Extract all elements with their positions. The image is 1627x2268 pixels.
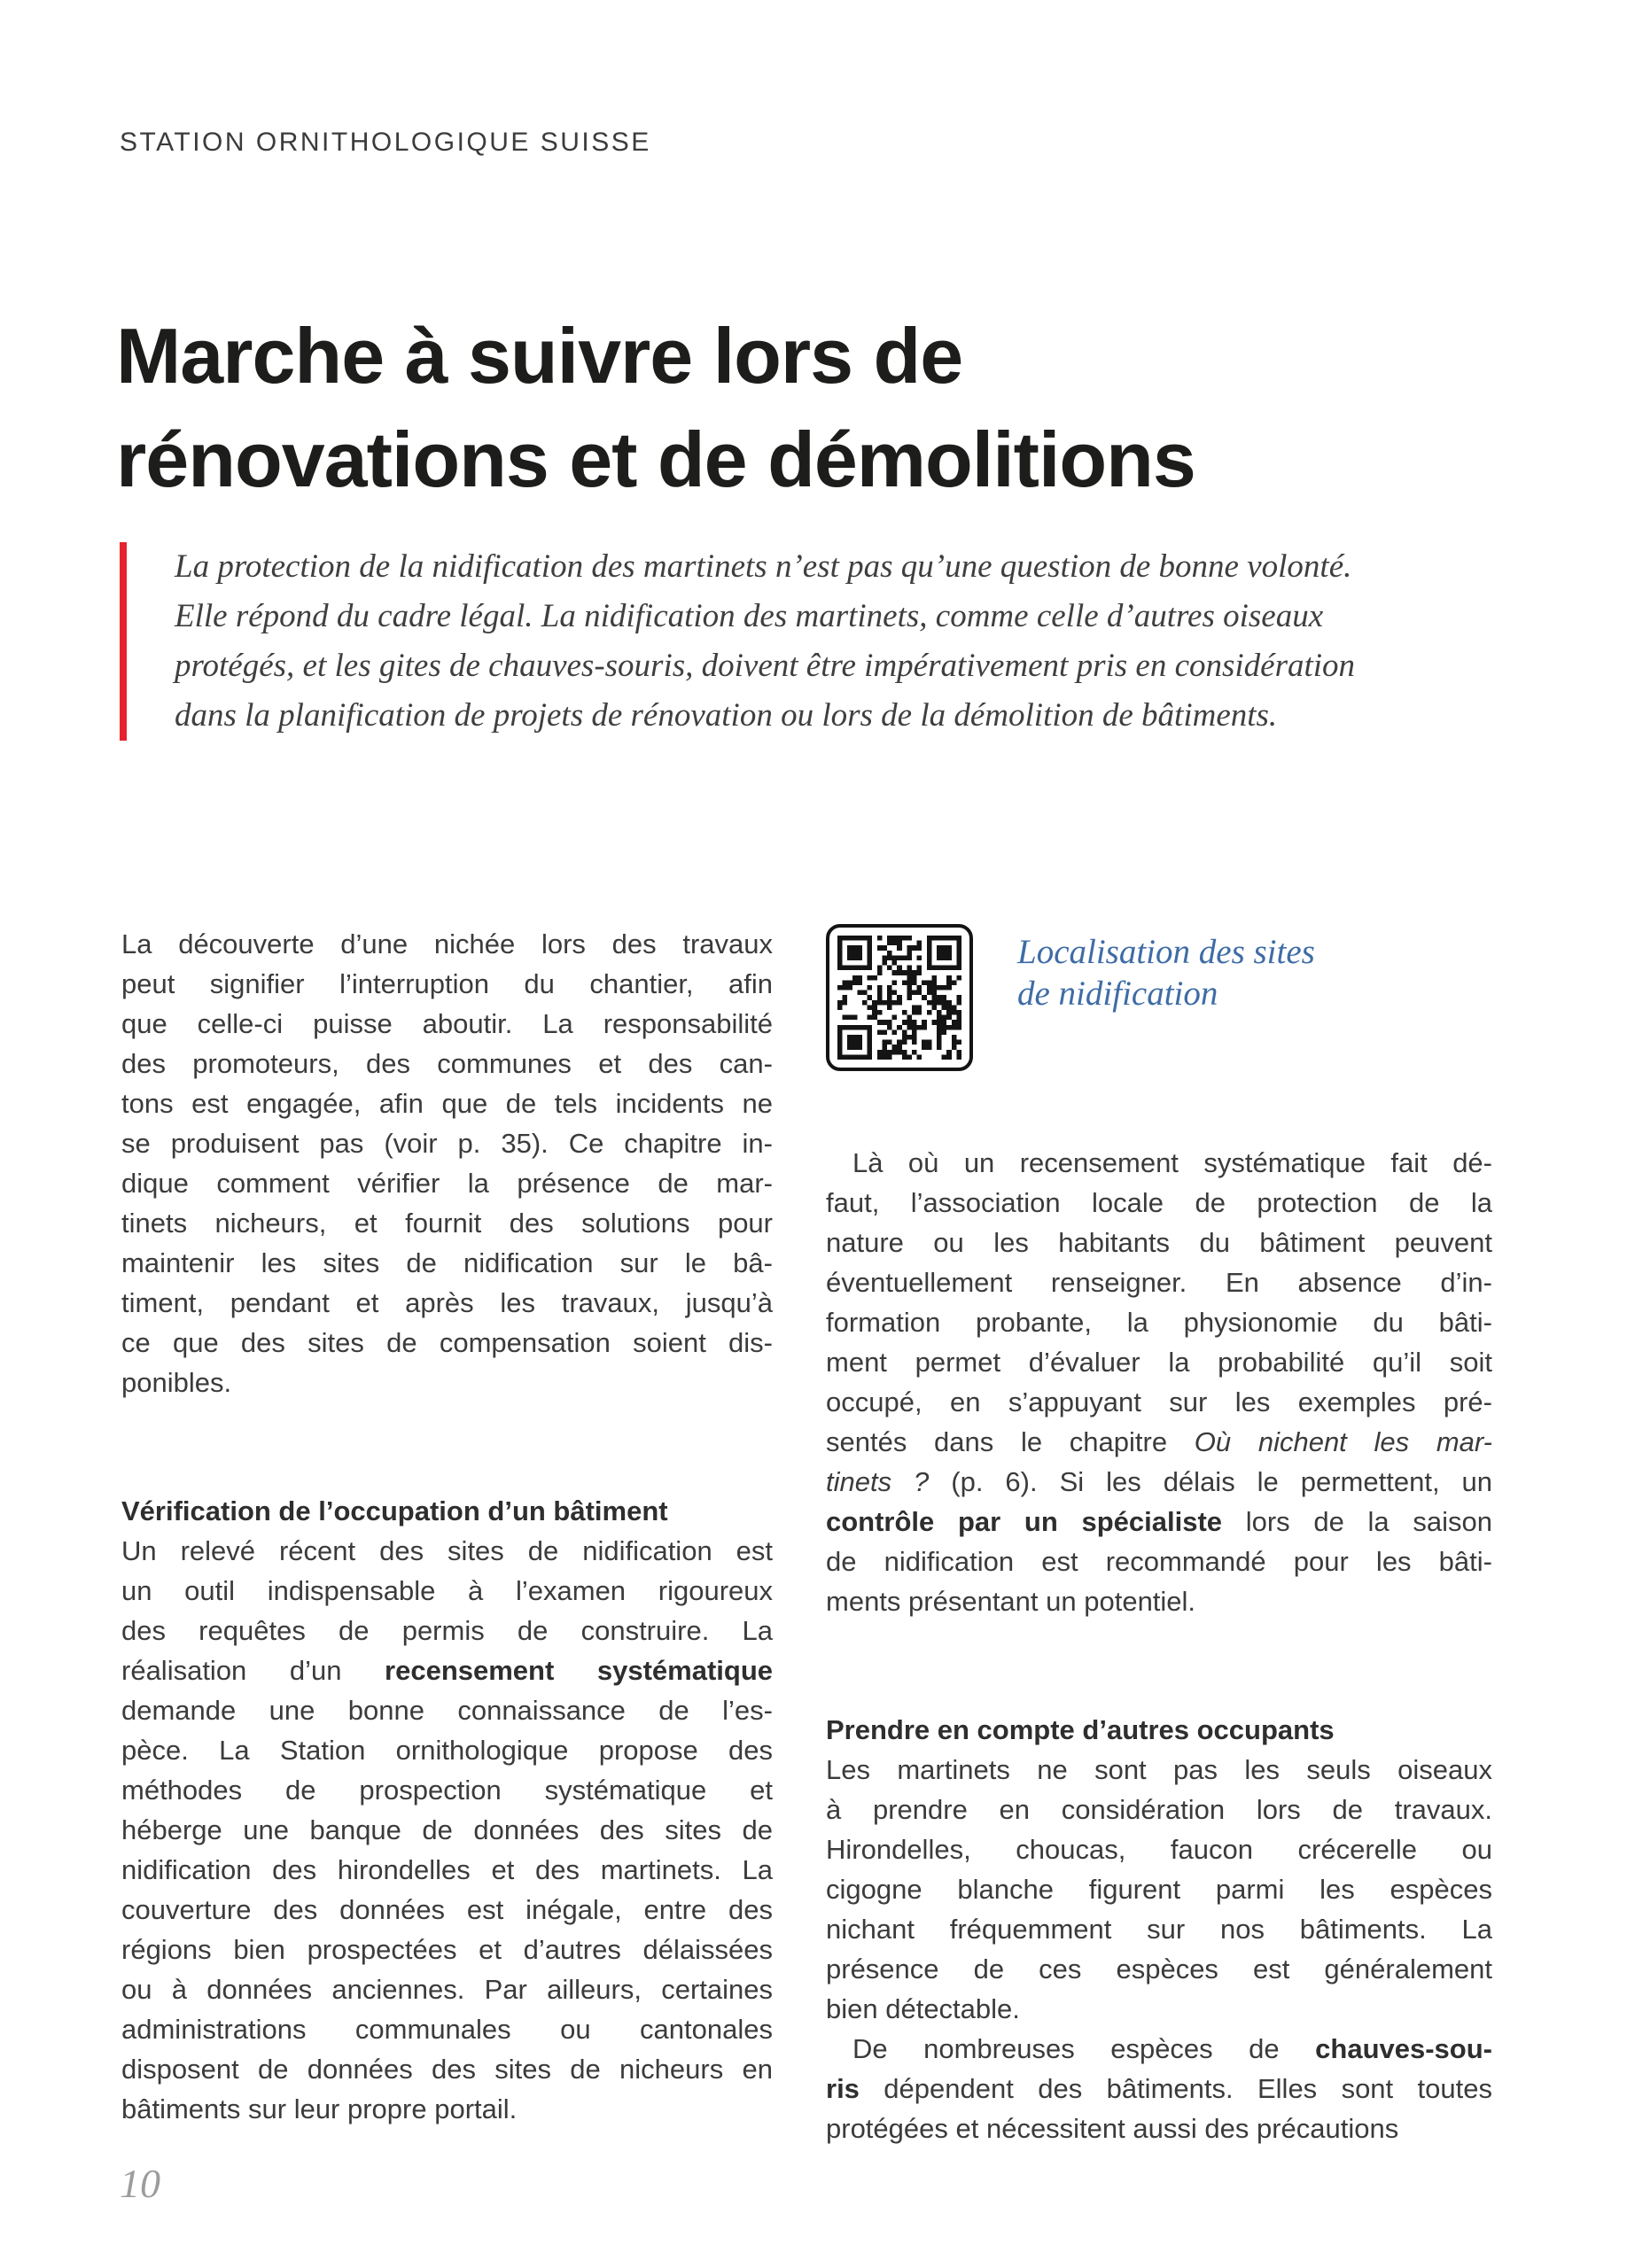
text-line: de nidification est recommandé pour les bâti- [826, 1546, 1492, 1577]
quote-lines [175, 542, 1506, 741]
qr-caption-line-1: Localisation des sites [1017, 933, 1315, 971]
text-line: des promoteurs, des communes et des can- [121, 1048, 773, 1079]
text-line: Un relevé récent des sites de nidification est [121, 1535, 773, 1566]
text-line: éventuellement renseigner. En absence d’in- [826, 1267, 1492, 1298]
column-right [826, 924, 1492, 2148]
text-line: que celle-ci puisse aboutir. La responsabilité [121, 1008, 773, 1039]
text-line: pèce. La Station ornithologique propose des [121, 1735, 773, 1766]
page-title-line-2: rénovations et de démolitions [116, 416, 1195, 503]
text-line: peut signifier l’interruption du chantier, afin [121, 968, 773, 999]
text-line: protégées et nécessitent aussi des précautions [826, 2113, 1399, 2144]
text-line: méthodes de prospection systématique et [121, 1775, 773, 1806]
text-line: demande une bonne connaissance de l’es- [121, 1695, 773, 1726]
column-left-blocks [121, 924, 773, 2129]
text-line: contrôle par un spécialiste lors de la saison [826, 1506, 1492, 1537]
qr-code-pattern [837, 936, 961, 1060]
text-line: formation probante, la physionomie du bâti- [826, 1307, 1492, 1338]
text-line: Là où un recensement systématique fait dé- [852, 1147, 1492, 1178]
text-line: nature ou les habitants du bâtiment peuvent [826, 1227, 1492, 1258]
text-line: se produisent pas (voir p. 35). Ce chapitre in- [121, 1128, 773, 1159]
text-line: réalisation d’un recensement systématique [121, 1655, 773, 1686]
text-line: présence de ces espèces est généralement [826, 1953, 1492, 1984]
text-line: administrations communales ou cantonales [121, 2014, 773, 2045]
body-paragraph [121, 1531, 773, 2129]
text-line: dique comment vérifier la présence de mar- [121, 1168, 773, 1199]
section-heading: Prendre en compte d’autres occupants [826, 1714, 1335, 1745]
text-line: couverture des données est inégale, entre des [121, 1894, 773, 1925]
text-line: ris dépendent des bâtiments. Elles sont toutes [826, 2073, 1492, 2104]
column-left [121, 924, 773, 2129]
text-line: bâtiments sur leur propre portail. [121, 2093, 518, 2124]
text-line: ou à données anciennes. Par ailleurs, certaines [121, 1974, 773, 2005]
text-line: maintenir les sites de nidification sur le bâ- [121, 1247, 773, 1278]
text-line: des requêtes de permis de construire. La [121, 1615, 773, 1646]
publisher-kicker: STATION ORNITHOLOGIQUE SUISSE [120, 128, 651, 157]
text-line: tinets ? (p. 6). Si les délais le permettent, un [826, 1466, 1493, 1497]
qr-code [826, 924, 973, 1071]
text-line: nidification des hirondelles et des martinets. La [121, 1854, 773, 1885]
column-right-blocks [826, 1143, 1492, 2148]
text-line: ce que des sites de compensation soient dis- [121, 1327, 773, 1358]
body-paragraph [121, 924, 773, 1402]
text-line: ment permet d’évaluer la probabilité qu’il soit [826, 1347, 1492, 1378]
text-line: héberge une banque de données des sites de [121, 1814, 773, 1845]
text-line: Hirondelles, choucas, faucon crécerelle ou [826, 1834, 1492, 1865]
quote-line: La protection de la nidification des martinets n’est pas qu’une question de bonne volonté. [175, 548, 1352, 585]
text-line: tons est engagée, afin que de tels incidents ne [121, 1088, 773, 1119]
text-line: timent, pendant et après les travaux, jusqu’à [121, 1287, 773, 1318]
text-line: bien détectable. [826, 1993, 1020, 2024]
text-line: disposent de données des sites de nicheurs en [121, 2054, 773, 2085]
text-line: cigogne blanche figurent parmi les espèces [826, 1874, 1492, 1905]
page-title-line-1: Marche à suivre lors de [116, 312, 963, 400]
intro-lead-quote [120, 542, 1506, 741]
qr-row [826, 924, 1492, 1071]
text-line: La découverte d’une nichée lors des travaux [121, 928, 773, 959]
text-line: nichant fréquemment sur nos bâtiments. La [826, 1914, 1492, 1945]
body-paragraph [826, 1750, 1492, 2029]
quote-line: dans la planification de projets de rénovation ou lors de la démolition de bâtiments. [175, 697, 1278, 734]
qr-caption-line-2: de nidification [1017, 975, 1218, 1013]
page-number: 10 [120, 2161, 160, 2206]
body-paragraph [826, 2029, 1492, 2148]
text-line: ments présentant un potentiel. [826, 1586, 1196, 1617]
text-line: De nombreuses espèces de chauves-sou- [852, 2033, 1492, 2064]
qr-caption [1017, 924, 1315, 1014]
text-line: faut, l’association locale de protection de la [826, 1187, 1492, 1218]
quote-line: protégés, et les gites de chauves-souris, doivent être impérativement pris en considération [175, 648, 1356, 684]
page-title [116, 304, 1195, 511]
text-line: occupé, en s’appuyant sur les exemples pré- [826, 1386, 1492, 1418]
text-line: régions bien prospectées et d’autres délaissées [121, 1934, 773, 1965]
text-line: un outil indispensable à l’examen rigoureux [121, 1575, 773, 1606]
text-line: sentés dans le chapitre Où nichent les mar- [826, 1426, 1492, 1457]
text-line: ponibles. [121, 1367, 232, 1398]
text-line: Les martinets ne sont pas les seuls oiseaux [826, 1754, 1492, 1785]
body-paragraph [826, 1143, 1492, 1621]
text-line: à prendre en considération lors de travaux. [826, 1794, 1492, 1825]
section-heading: Vérification de l’occupation d’un bâtiment [121, 1495, 668, 1526]
quote-line: Elle répond du cadre légal. La nidification des martinets, comme celle d’autres oiseaux [175, 598, 1324, 634]
text-line: tinets nicheurs, et fournit des solutions pour [121, 1208, 773, 1239]
